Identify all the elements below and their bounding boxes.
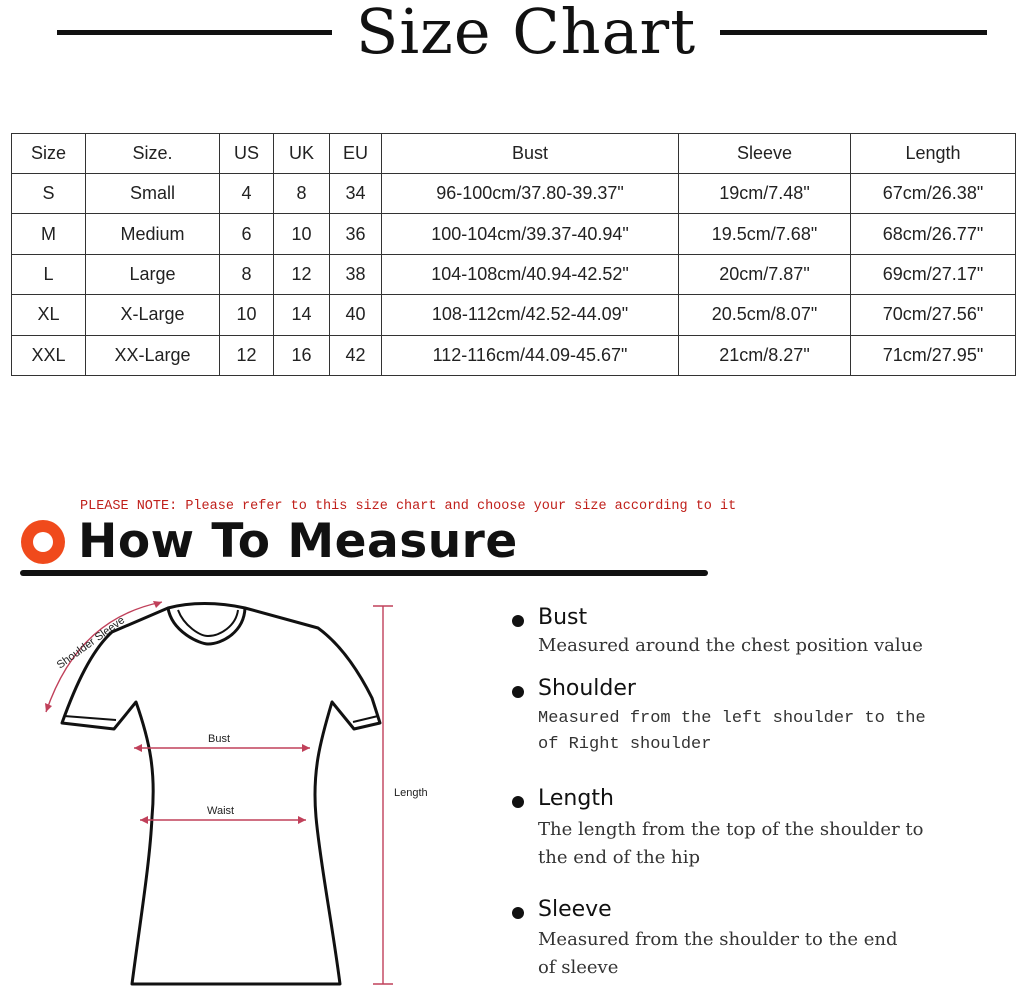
cell-us: 6	[220, 214, 274, 254]
how-to-measure-rule	[20, 570, 708, 576]
item-desc-line: the end of the hip	[538, 847, 700, 868]
cell-sleeve: 19.5cm/7.68"	[679, 214, 851, 254]
cell-us: 12	[220, 335, 274, 375]
right-sleeve-hem	[353, 716, 378, 722]
header-eu: EU	[330, 134, 382, 174]
cell-size-name: Small	[86, 174, 220, 214]
cell-size: S	[12, 174, 86, 214]
cell-size-name: XX-Large	[86, 335, 220, 375]
cell-us: 4	[220, 174, 274, 214]
item-title: Shoulder	[538, 676, 636, 701]
title-rule-left	[57, 30, 332, 35]
diagram-label-bust: Bust	[208, 733, 231, 745]
bullet-icon	[512, 907, 524, 919]
waist-arrow-right	[298, 816, 306, 824]
cell-bust: 104-108cm/40.94-42.52"	[382, 254, 679, 294]
cell-size: L	[12, 254, 86, 294]
table-row	[12, 335, 1016, 375]
cell-uk: 8	[274, 174, 330, 214]
cell-eu: 42	[330, 335, 382, 375]
cell-length: 67cm/26.38"	[851, 174, 1016, 214]
item-desc-line: The length from the top of the shoulder to	[538, 819, 924, 840]
item-desc-line: Measured from the shoulder to the end	[538, 929, 898, 950]
cell-uk: 12	[274, 254, 330, 294]
tshirt-svg	[40, 592, 460, 991]
title-area	[0, 0, 1025, 70]
header-size-name: Size.	[86, 134, 220, 174]
tshirt-diagram	[40, 592, 460, 991]
item-title: Length	[538, 786, 614, 811]
header-us: US	[220, 134, 274, 174]
table-row	[12, 254, 1016, 294]
cell-sleeve: 20.5cm/8.07"	[679, 295, 851, 335]
size-table	[11, 133, 1016, 376]
diagram-label-waist: Waist	[207, 805, 235, 817]
collar-inner	[178, 610, 238, 636]
table-row	[12, 174, 1016, 214]
table-row	[12, 214, 1016, 254]
cell-bust: 100-104cm/39.37-40.94"	[382, 214, 679, 254]
cell-size: XL	[12, 295, 86, 335]
cell-bust: 108-112cm/42.52-44.09"	[382, 295, 679, 335]
bullet-icon	[512, 615, 524, 627]
cell-us: 10	[220, 295, 274, 335]
cell-length: 69cm/27.17"	[851, 254, 1016, 294]
cell-size: XXL	[12, 335, 86, 375]
cell-uk: 16	[274, 335, 330, 375]
shoulder-sleeve-arrow-top	[153, 601, 162, 608]
cell-sleeve: 20cm/7.87"	[679, 254, 851, 294]
diagram-label-length: Length	[394, 787, 428, 799]
cell-uk: 10	[274, 214, 330, 254]
header-bust: Bust	[382, 134, 679, 174]
bullet-icon	[512, 796, 524, 808]
header-size: Size	[12, 134, 86, 174]
cell-eu: 34	[330, 174, 382, 214]
header-sleeve: Sleeve	[679, 134, 851, 174]
bust-arrow-left	[134, 744, 142, 752]
waist-arrow-left	[140, 816, 148, 824]
bullet-icon	[512, 686, 524, 698]
cell-us: 8	[220, 254, 274, 294]
cell-eu: 38	[330, 254, 382, 294]
cell-bust: 112-116cm/44.09-45.67"	[382, 335, 679, 375]
item-title: Sleeve	[538, 897, 612, 922]
title-rule-right	[720, 30, 987, 35]
item-desc-line: Measured around the chest position value	[538, 635, 923, 656]
item-desc-line: Measured from the left shoulder to the	[538, 709, 926, 728]
size-note: PLEASE NOTE: Please refer to this size chart and choose your size according to it	[80, 499, 737, 514]
tshirt-outline	[62, 604, 380, 985]
cell-size: M	[12, 214, 86, 254]
table-header-row	[12, 134, 1016, 174]
cell-length: 71cm/27.95"	[851, 335, 1016, 375]
how-to-measure-title: How To Measure	[78, 514, 518, 569]
header-length: Length	[851, 134, 1016, 174]
cell-length: 70cm/27.56"	[851, 295, 1016, 335]
cell-size-name: Large	[86, 254, 220, 294]
diagram-label-shoulder-sleeve: Shoulder Sleeve	[54, 614, 128, 672]
item-desc-line: of sleeve	[538, 957, 619, 978]
item-title: Bust	[538, 605, 588, 630]
cell-bust: 96-100cm/37.80-39.37"	[382, 174, 679, 214]
circle-bullet-icon	[21, 520, 65, 564]
cell-sleeve: 19cm/7.48"	[679, 174, 851, 214]
item-desc-line: of Right shoulder	[538, 735, 712, 754]
cell-size-name: Medium	[86, 214, 220, 254]
table-row	[12, 295, 1016, 335]
bust-arrow-right	[302, 744, 310, 752]
cell-sleeve: 21cm/8.27"	[679, 335, 851, 375]
left-sleeve-hem	[64, 716, 116, 720]
header-uk: UK	[274, 134, 330, 174]
page-title: Size Chart	[355, 0, 697, 68]
cell-size-name: X-Large	[86, 295, 220, 335]
cell-length: 68cm/26.77"	[851, 214, 1016, 254]
cell-eu: 40	[330, 295, 382, 335]
cell-uk: 14	[274, 295, 330, 335]
cell-eu: 36	[330, 214, 382, 254]
